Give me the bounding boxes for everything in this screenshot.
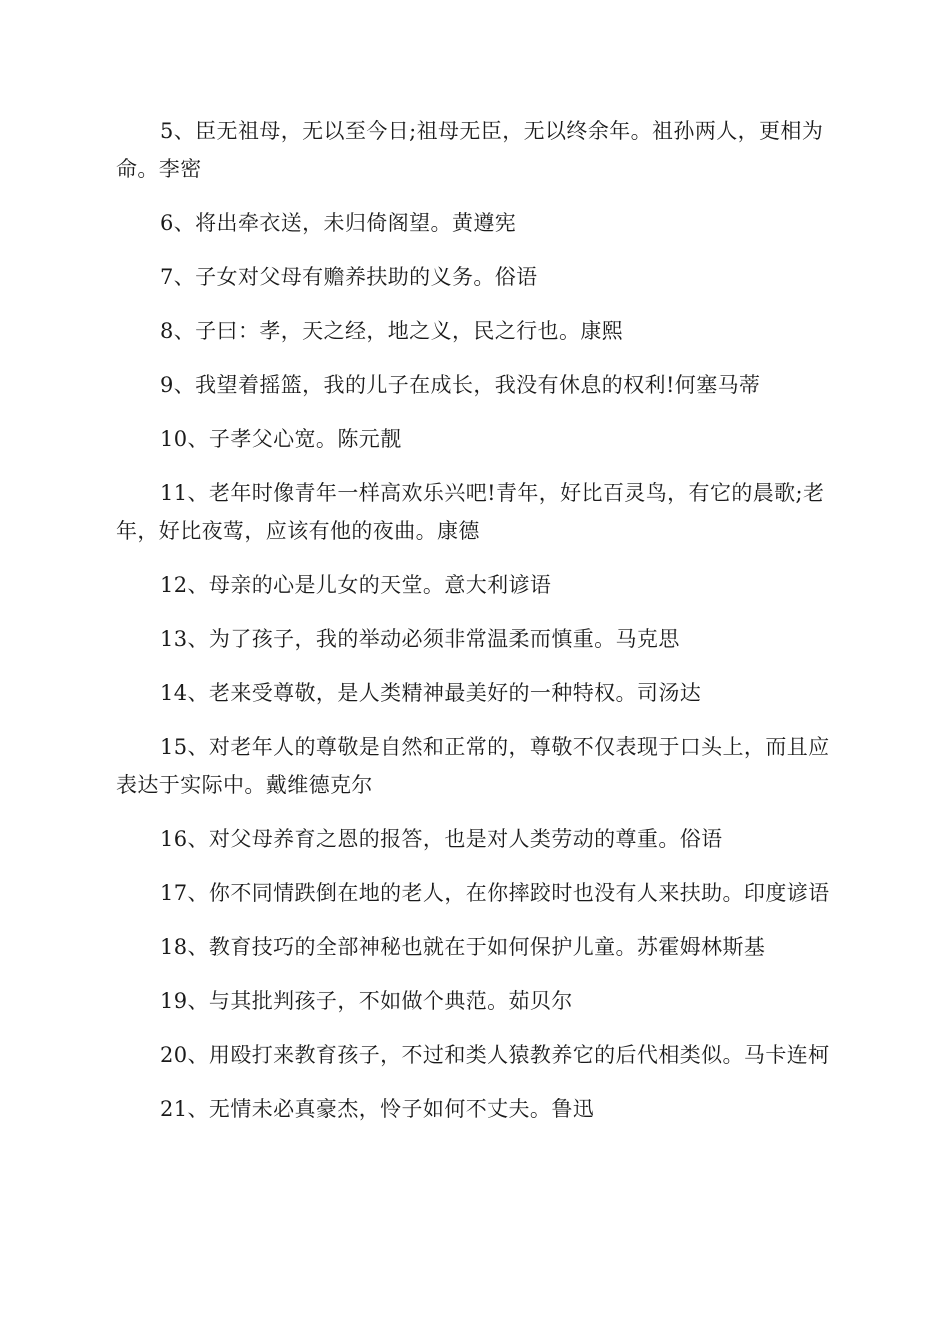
quote-17: 17、你不同情跌倒在地的老人，在你摔跤时也没有人来扶助。印度谚语 — [160, 881, 830, 905]
quote-15: 15、对老年人的尊敬是自然和正常的，尊敬不仅表现于口头上，而且应表达于实际中。戴维德克尔 — [116, 735, 830, 797]
quote-11: 11、老年时像青年一样高欢乐兴吧!青年，好比百灵鸟，有它的晨歌;老年，好比夜莺，应该有他的夜曲。康德 — [116, 481, 825, 543]
quote-list — [116, 112, 836, 1144]
quote-5: 5、臣无祖母，无以至今日;祖母无臣，无以终余年。祖孙两人，更相为命。李密 — [116, 119, 824, 181]
quote-19: 19、与其批判孩子，不如做个典范。茹贝尔 — [160, 989, 573, 1013]
quote-14: 14、老来受尊敬，是人类精神最美好的一种特权。司汤达 — [160, 681, 702, 705]
quote-13: 13、为了孩子，我的举动必须非常温柔而慎重。马克思 — [160, 627, 680, 651]
quote-8: 8、子曰：孝，天之经，地之义，民之行也。康熙 — [160, 319, 624, 343]
quote-20: 20、用殴打来教育孩子，不过和类人猿教养它的后代相类似。马卡连柯 — [160, 1043, 830, 1067]
quote-9: 9、我望着摇篮，我的儿子在成长，我没有休息的权利!何塞马蒂 — [160, 373, 761, 397]
quote-7: 7、子女对父母有赡养扶助的义务。俗语 — [160, 265, 538, 289]
quote-21: 21、无情未必真豪杰，怜子如何不丈夫。鲁迅 — [160, 1097, 595, 1121]
quote-12: 12、母亲的心是儿女的天堂。意大利谚语 — [160, 573, 552, 597]
quote-10: 10、子孝父心宽。陈元靓 — [160, 427, 402, 451]
quote-6: 6、将出牵衣送，未归倚阁望。黄遵宪 — [160, 211, 517, 235]
quote-18: 18、教育技巧的全部神秘也就在于如何保护儿童。苏霍姆林斯基 — [160, 935, 766, 959]
quote-16: 16、对父母养育之恩的报答，也是对人类劳动的尊重。俗语 — [160, 827, 723, 851]
